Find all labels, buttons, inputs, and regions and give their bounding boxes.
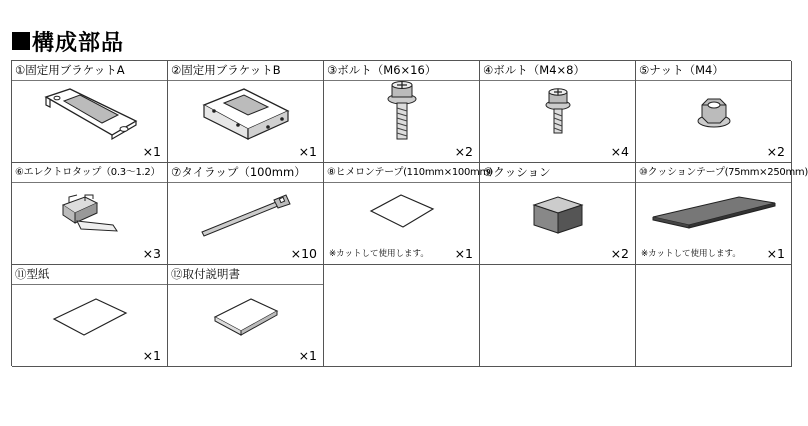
title-text: 構成部品 [32, 30, 125, 56]
part-qty: ×2 [766, 144, 785, 159]
manual-icon [211, 295, 281, 339]
part-cell-8 [324, 163, 493, 265]
part-qty: ×1 [142, 144, 161, 159]
part-qty: ×2 [610, 246, 629, 261]
part-qty: ×1 [454, 246, 473, 261]
part-qty: ×4 [610, 144, 629, 159]
part-label: ⑤ナット（M4） [636, 61, 791, 81]
part-qty: ×1 [766, 246, 785, 261]
part-qty: ×10 [290, 246, 317, 261]
page-title [12, 26, 124, 56]
part-label: ⑦タイラップ（100mm） [168, 163, 323, 183]
part-cell-3 [324, 61, 480, 163]
part-note: ※カットして使用します。 [641, 249, 741, 259]
bolt-m4-icon [540, 88, 576, 138]
part-cell-4 [480, 61, 636, 163]
part-label: ⑧ヒメロンテープ(110mm×100mm) [324, 163, 479, 183]
part-qty: ×1 [142, 348, 161, 363]
tape-sheet-icon [367, 191, 437, 231]
empty-cell [480, 265, 636, 367]
bolt-m6-icon [382, 81, 422, 145]
part-cell-12 [168, 265, 324, 367]
part-label: ⑪型紙 [12, 265, 167, 285]
part-label: ④ボルト（M4×8） [480, 61, 635, 81]
part-label: ⑨クッション [480, 163, 635, 183]
part-label: ⑫取付説明書 [168, 265, 323, 285]
parts-table [11, 60, 808, 366]
part-note: ※カットして使用します。 [329, 249, 429, 259]
nut-icon [694, 95, 734, 131]
part-label: ⑩クッションテープ(75mm×250mm) [636, 163, 791, 183]
cushion-tape-icon [649, 193, 779, 229]
part-label: ⑥エレクトロタップ（0.3〜1.2） [12, 163, 167, 183]
part-qty: ×1 [298, 348, 317, 363]
cushion-icon [528, 191, 588, 239]
template-paper-icon [50, 295, 130, 339]
electro-tap-icon [55, 191, 125, 239]
part-cell-5 [636, 61, 792, 163]
bracket-a-icon [40, 83, 140, 143]
part-cell-11 [12, 265, 168, 367]
part-qty: ×2 [454, 144, 473, 159]
part-qty: ×1 [298, 144, 317, 159]
cable-tie-icon [196, 192, 296, 238]
empty-cell [324, 265, 480, 367]
part-cell-7 [168, 163, 324, 265]
part-cell-1 [12, 61, 168, 163]
part-cell-6 [12, 163, 168, 265]
part-cell-10 [636, 163, 808, 265]
part-label: ①固定用ブラケットA [12, 61, 167, 81]
part-cell-2 [168, 61, 324, 163]
part-qty: ×3 [142, 246, 161, 261]
empty-cell [636, 265, 792, 367]
title-square-icon [12, 32, 30, 50]
part-label: ②固定用ブラケットB [168, 61, 323, 81]
part-cell-9 [480, 163, 636, 265]
part-label: ③ボルト（M6×16） [324, 61, 479, 81]
bracket-b-icon [198, 83, 294, 143]
